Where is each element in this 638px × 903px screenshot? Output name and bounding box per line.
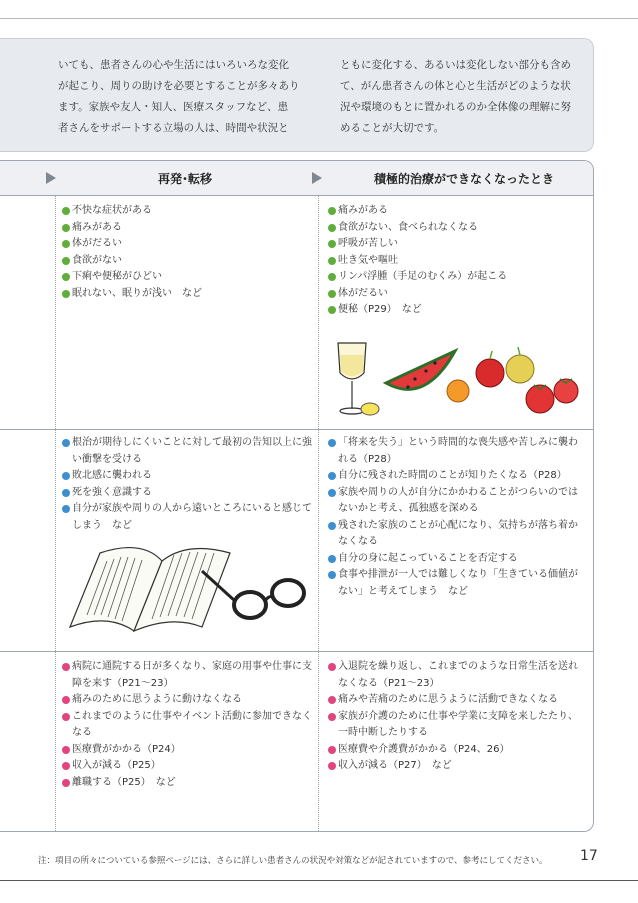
bullet-icon	[328, 663, 336, 671]
list-item: 敗北感に襲われる	[62, 468, 312, 485]
bullet-icon	[62, 224, 70, 232]
intro-line: ともに変化する、あるいは変化しない部分も含め	[340, 59, 571, 71]
bullet-icon	[328, 257, 336, 265]
row3-left-cell	[62, 659, 312, 791]
row2-right-cell	[328, 435, 586, 600]
bullet-icon	[62, 240, 70, 248]
bullet-icon	[62, 746, 70, 754]
list-item: 自分が家族や周りの人から遠いところにいると感じてしまう など	[62, 501, 312, 534]
list-item: 眠れない、眠りが浅い など	[62, 286, 312, 303]
list-item: 体がだるい	[62, 236, 312, 253]
intro-right-column	[340, 55, 585, 139]
bullet-icon	[62, 273, 70, 281]
row-divider	[0, 429, 593, 430]
list-item: 便秘（P29） など	[328, 302, 586, 319]
list-item: 病院に通院する日が多くなり、家庭の用事や仕事に支障を来す（P21〜23）	[62, 659, 312, 692]
bullet-icon	[328, 439, 336, 447]
list-item: 下痢や便秘がひどい	[62, 269, 312, 286]
bullet-icon	[328, 306, 336, 314]
bullet-icon	[62, 762, 70, 770]
intro-line: て、がん患者さんの体と心と生活がどのような状	[340, 80, 571, 92]
intro-line: 者さんをサポートする立場の人は、時間や状況と	[58, 122, 289, 134]
list-item: 痛みのために思うように動けなくなる	[62, 692, 312, 709]
list-item: 収入が減る（P27） など	[328, 758, 586, 775]
list-item: 入退院を繰り返し、これまでのような日常生活を送れなくなる（P21〜23）	[328, 659, 586, 692]
list-item: 呼吸が苦しい	[328, 236, 586, 253]
list-item: 離職する（P25） など	[62, 775, 312, 792]
row-divider	[0, 651, 593, 652]
column-divider-left	[55, 195, 56, 831]
list-item: 食欲がない	[62, 253, 312, 270]
row3-right-cell	[328, 659, 586, 775]
bullet-icon	[328, 240, 336, 248]
list-item: 食欲がない、食べられなくなる	[328, 220, 586, 237]
symptom-table	[0, 160, 594, 832]
bullet-icon	[328, 273, 336, 281]
bullet-icon	[328, 472, 336, 480]
intro-line: が起こり、周りの助けを必要とすることが多々あり	[58, 80, 300, 92]
bullet-icon	[328, 571, 336, 579]
bullet-icon	[328, 207, 336, 215]
intro-left-column	[58, 55, 303, 139]
bullet-icon	[62, 439, 70, 447]
list-item: 医療費や介護費がかかる（P24、26）	[328, 742, 586, 759]
row2-left-cell	[62, 435, 312, 534]
list-item: これまでのように仕事やイベント活動に参加できなくなる	[62, 709, 312, 742]
bullet-icon	[328, 522, 336, 530]
bottom-rule	[0, 880, 638, 881]
bullet-icon	[328, 224, 336, 232]
bullet-icon	[62, 207, 70, 215]
top-rule	[0, 18, 638, 19]
bullet-icon	[328, 713, 336, 721]
bullet-icon	[62, 290, 70, 298]
bullet-icon	[62, 472, 70, 480]
list-item: 体がだるい	[328, 286, 586, 303]
list-item: 痛みがある	[62, 220, 312, 237]
row1-left-cell	[62, 203, 312, 302]
list-item: 自分の身に起こっていることを否定する	[328, 551, 586, 568]
intro-box	[0, 38, 594, 152]
bullet-icon	[328, 489, 336, 497]
column-divider-middle	[318, 195, 319, 831]
list-item: 死を強く意識する	[62, 485, 312, 502]
intro-line: いても、患者さんの心や生活にはいろいろな変化	[58, 59, 289, 71]
list-item: 痛みや苦痛のために思うように活動できなくなる	[328, 692, 586, 709]
intro-line: めることが大切です。	[340, 122, 445, 134]
bullet-icon	[328, 746, 336, 754]
bullet-icon	[62, 663, 70, 671]
list-item: 吐き気や嘔吐	[328, 253, 586, 270]
table-header	[0, 161, 593, 196]
bullet-icon	[328, 696, 336, 704]
list-item: 残された家族のことが心配になり、気持ちが落ち着かなくなる	[328, 518, 586, 551]
bullet-icon	[62, 713, 70, 721]
intro-line: ます。家族や友人・知人、医療スタッフなど、患	[58, 101, 289, 113]
list-item: 収入が減る（P25）	[62, 758, 312, 775]
list-item: 痛みがある	[328, 203, 586, 220]
footer-note: 注：項目の所々についている参照ページには、さらに詳しい患者さんの状況や対策などが記されていますので、参考にしてください。	[38, 856, 548, 866]
list-item: 不快な症状がある	[62, 203, 312, 220]
header-no-active-treatment: 積極的治療ができなくなったとき	[374, 172, 555, 186]
row1-right-cell	[328, 203, 586, 319]
list-item: 根治が期待しにくいことに対して最初の告知以上に強い衝撃を受ける	[62, 435, 312, 468]
triangle-arrow-icon	[46, 172, 56, 184]
list-item: 医療費がかかる（P24）	[62, 742, 312, 759]
bullet-icon	[62, 257, 70, 265]
list-item: 自分に残された時間のことが知りたくなる（P28）	[328, 468, 586, 485]
bullet-icon	[62, 696, 70, 704]
bullet-icon	[62, 489, 70, 497]
list-item: 食事や排泄が一人では難しくなり「生きている価値がない」と考えてしまう など	[328, 567, 586, 600]
bullet-icon	[328, 555, 336, 563]
header-recurrence: 再発･転移	[158, 172, 213, 186]
bullet-icon	[62, 779, 70, 787]
triangle-arrow-icon	[312, 172, 322, 184]
page-number: 17	[580, 848, 598, 864]
list-item: 家族が介護のために仕事や学業に支障を来したたり、一時中断したりする	[328, 709, 586, 742]
intro-line: 況や環境のもとに置かれるのか全体像の理解に努	[340, 101, 571, 113]
bullet-icon	[62, 505, 70, 513]
list-item: 「将来を失う」という時間的な喪失感や苦しみに襲われる（P28）	[328, 435, 586, 468]
bullet-icon	[328, 290, 336, 298]
list-item: 家族や周りの人が自分にかかわることがつらいのではないかと考え、孤独感を深める	[328, 485, 586, 518]
book-and-glasses-illustration	[62, 531, 312, 641]
list-item: リンパ浮腫（手足のむくみ）が起こる	[328, 269, 586, 286]
bullet-icon	[328, 762, 336, 770]
glass-and-fruit-illustration	[330, 333, 585, 425]
